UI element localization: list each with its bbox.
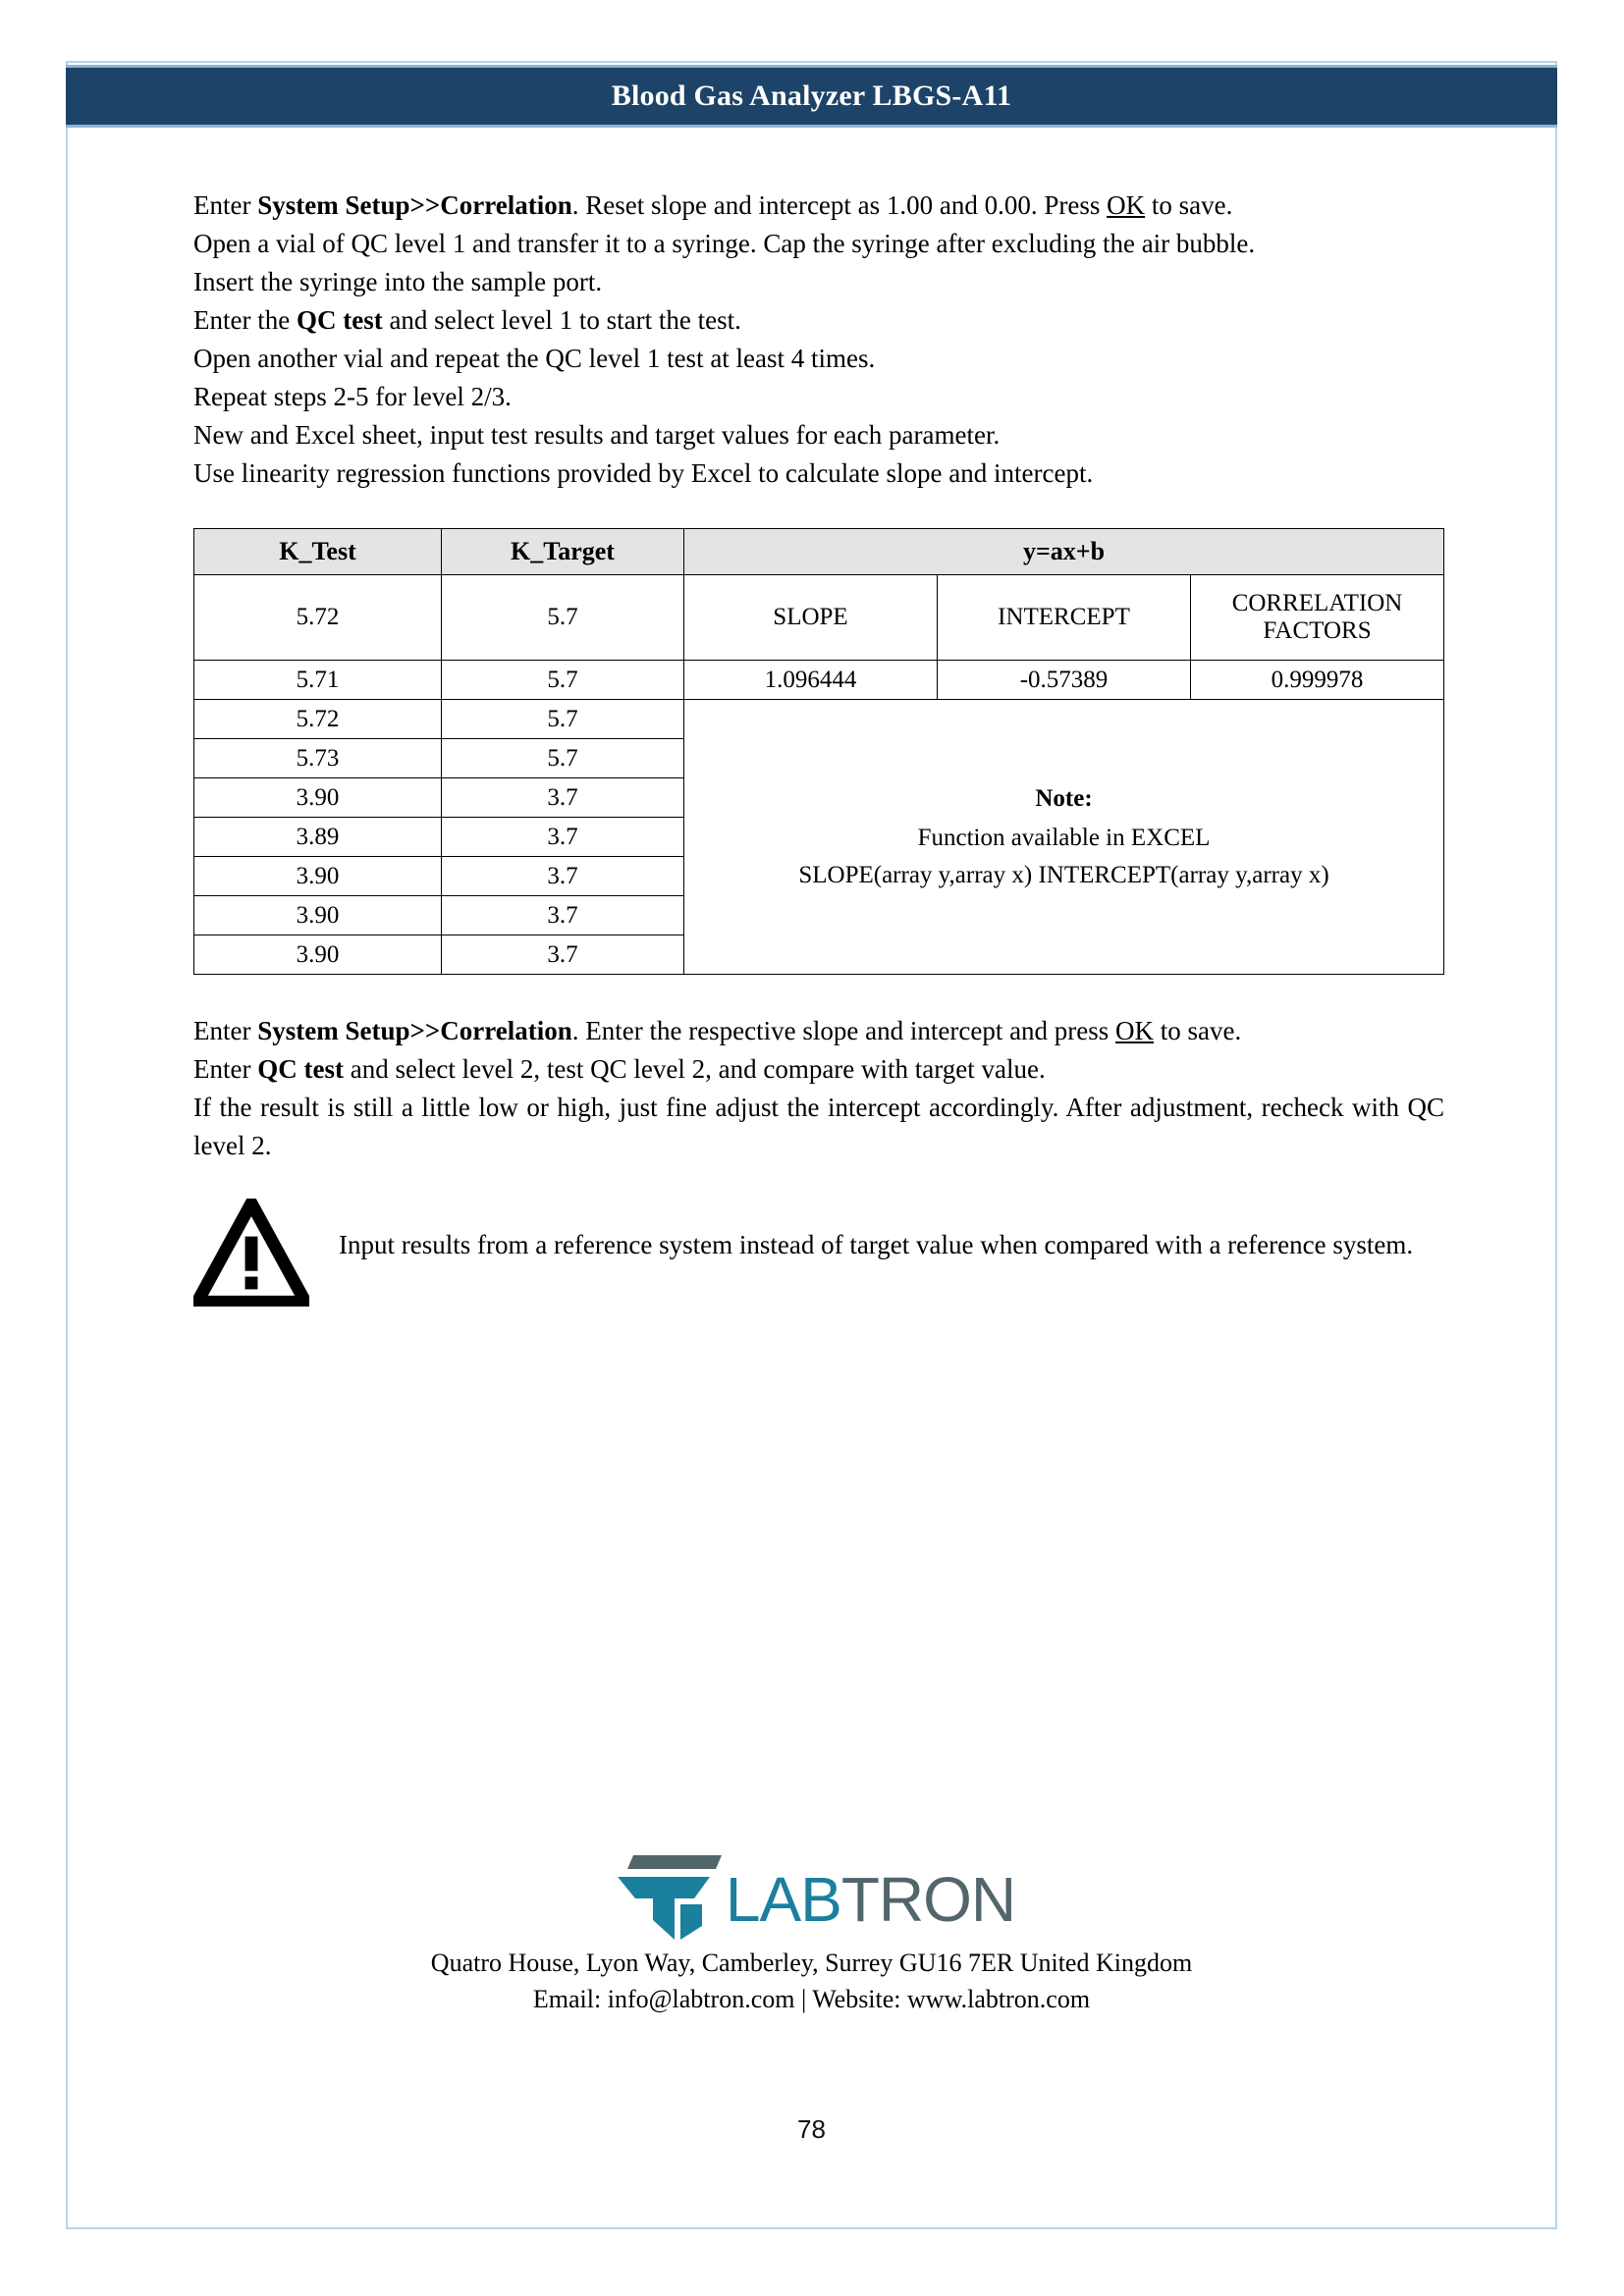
labtron-logo (66, 1850, 1557, 1945)
page-title: Blood Gas Analyzer LBGS-A11 (611, 80, 1012, 112)
column-header-equation: y=ax+b (684, 529, 1444, 575)
cell-k-test: 5.72 (194, 575, 442, 661)
menu-path-system-setup-correlation: System Setup>>Correlation (257, 1016, 572, 1045)
footer-contact: Email: info@labtron.com | Website: www.labtron.com (532, 1985, 1091, 2013)
text-fragment: and select level 2, test QC level 2, and compare with target value. (343, 1054, 1046, 1084)
column-header-k-target: K_Target (442, 529, 684, 575)
menu-reference-qc-test: QC test (296, 305, 383, 335)
cell-k-test: 5.73 (194, 739, 442, 778)
cell-k-target: 5.7 (442, 575, 684, 661)
cell-k-target: 3.7 (442, 778, 684, 818)
ok-button-reference: OK (1107, 190, 1146, 220)
text-fragment: to save. (1154, 1016, 1242, 1045)
warning-text: Input results from a reference system instead of target value when compared with a reference system. (339, 1230, 1414, 1259)
table-row (194, 661, 1444, 700)
text-fragment: . Reset slope and intercept as 1.00 and 0.00. Press (571, 190, 1108, 220)
instruction-line-4 (193, 301, 1444, 340)
table-header-row (194, 529, 1444, 575)
menu-path-system-setup-correlation: System Setup>>Correlation (257, 190, 572, 220)
cell-k-target: 5.7 (442, 700, 684, 739)
ok-button-reference: OK (1115, 1016, 1155, 1045)
instruction-line-8: Use linearity regression functions provided by Excel to calculate slope and intercept. (193, 458, 1094, 488)
subheader-slope: SLOPE (684, 575, 938, 661)
post-instruction-line-1 (193, 1012, 1444, 1050)
subheader-correlation-factors: CORRELATION FACTORS (1191, 575, 1444, 661)
cell-k-target: 3.7 (442, 935, 684, 975)
cell-k-target: 3.7 (442, 896, 684, 935)
cell-k-test: 3.90 (194, 896, 442, 935)
subheader-intercept: INTERCEPT (938, 575, 1191, 661)
instruction-line-7: New and Excel sheet, input test results and target values for each parameter. (193, 420, 1001, 450)
text-fragment: to save. (1145, 190, 1233, 220)
instruction-line-5: Open another vial and repeat the QC level 1 test at least 4 times. (193, 344, 876, 373)
cell-k-target: 3.7 (442, 818, 684, 857)
excel-note-cell (684, 700, 1444, 975)
labtron-logo-text (725, 1864, 1016, 1935)
text-fragment: Enter (193, 1016, 258, 1045)
instruction-line-1 (193, 187, 1444, 225)
instruction-line-3: Insert the syringe into the sample port. (193, 267, 603, 296)
note-title: Note: (1035, 784, 1093, 812)
table-row (194, 575, 1444, 661)
value-slope: 1.096444 (684, 661, 938, 700)
document-content (193, 187, 1444, 1264)
text-fragment: . Enter the respective slope and intercept and press (571, 1016, 1116, 1045)
logo-text-tron: TRON (840, 1864, 1016, 1935)
instruction-line-2: Open a vial of QC level 1 and transfer it to a syringe. Cap the syringe after excluding the air bubble. (193, 229, 1256, 258)
column-header-k-test: K_Test (194, 529, 442, 575)
text-fragment: Enter (193, 190, 258, 220)
calibration-table (193, 528, 1444, 975)
warning-note-block (193, 1226, 1444, 1264)
logo-text-lab: LAB (725, 1864, 841, 1935)
post-instruction-line-2 (193, 1050, 1444, 1089)
value-correlation: 0.999978 (1191, 661, 1444, 700)
cell-k-test: 5.71 (194, 661, 442, 700)
text-fragment: Enter (193, 1054, 258, 1084)
page-number: 78 (797, 2114, 826, 2144)
menu-reference-qc-test: QC test (257, 1054, 344, 1084)
cell-k-target: 5.7 (442, 661, 684, 700)
table-row (194, 700, 1444, 739)
value-intercept: -0.57389 (938, 661, 1191, 700)
cell-k-test: 3.90 (194, 778, 442, 818)
page-header-banner (66, 65, 1557, 128)
page-footer (66, 1850, 1557, 2017)
cell-k-target: 5.7 (442, 739, 684, 778)
instruction-line-6: Repeat steps 2-5 for level 2/3. (193, 382, 512, 411)
note-line-1: Function available in EXCEL (917, 824, 1211, 851)
cell-k-test: 5.72 (194, 700, 442, 739)
post-instruction-line-3: If the result is still a little low or high, just fine adjust the intercept accordingly. After adjustment, recheck with QC level 2. (193, 1093, 1444, 1160)
cell-k-target: 3.7 (442, 857, 684, 896)
note-line-2: SLOPE(array y,array x) INTERCEPT(array y,array x) (798, 861, 1329, 888)
cell-k-test: 3.89 (194, 818, 442, 857)
text-fragment: and select level 1 to start the test. (382, 305, 741, 335)
post-table-instructions (193, 1012, 1444, 1165)
footer-address: Quatro House, Lyon Way, Camberley, Surrey GU16 7ER United Kingdom (430, 1949, 1193, 1977)
text-fragment: Enter the (193, 305, 297, 335)
cell-k-test: 3.90 (194, 935, 442, 975)
warning-triangle-icon (193, 1199, 309, 1307)
labtron-logo-mark-icon (608, 1855, 722, 1940)
cell-k-test: 3.90 (194, 857, 442, 896)
